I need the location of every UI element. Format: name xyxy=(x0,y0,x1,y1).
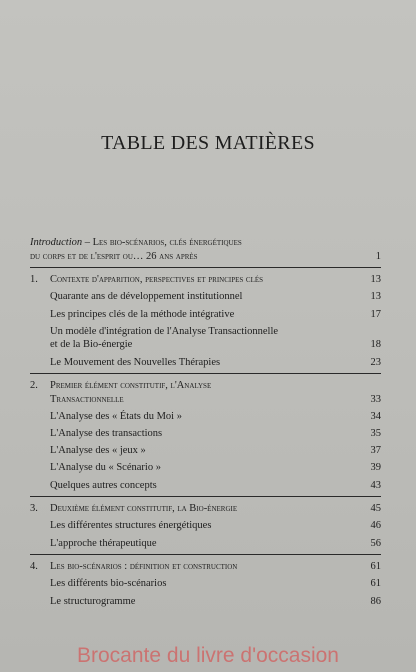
entry-title: Quelques autres concepts xyxy=(50,479,157,491)
chapter-number: 4. xyxy=(30,561,38,573)
entry-title: Le Mouvement des Nouvelles Thérapies xyxy=(50,356,221,368)
chapter-page: 13 xyxy=(370,274,381,286)
entry-title: Les différents bio-scénarios xyxy=(50,578,167,590)
toc-chapter xyxy=(30,379,381,492)
chapter-title: Premier élément constitutif, l'Analyse Transactionnelle xyxy=(50,380,212,405)
chapter-page: 45 xyxy=(370,503,381,515)
chapter-title: Les bio-scénarios : définition et construction xyxy=(50,561,238,573)
entry-title: Quarante ans de développement institutionnel xyxy=(50,291,243,303)
table-of-contents xyxy=(30,236,381,608)
toc-chapter xyxy=(30,560,381,608)
chapter-heading xyxy=(30,379,381,406)
toc-entry xyxy=(50,427,381,441)
intro-label: Introduction xyxy=(30,237,83,248)
chapter-heading xyxy=(30,502,381,516)
entry-page: 43 xyxy=(370,479,381,491)
toc-entry xyxy=(50,308,381,322)
chapter-divider xyxy=(30,496,381,497)
entry-title-line2: et de la Bio-énergie xyxy=(50,339,133,351)
toc-chapter xyxy=(30,502,381,550)
page-title: TABLE DES MATIÈRES xyxy=(101,132,315,154)
toc-entry xyxy=(50,325,381,352)
entry-page: 34 xyxy=(370,410,381,422)
entry-page: 37 xyxy=(370,445,381,457)
toc-entry xyxy=(50,461,381,475)
entry-page: 46 xyxy=(370,520,381,532)
toc-entry xyxy=(50,444,381,458)
entry-page: 56 xyxy=(370,537,381,549)
intro-title-line1: Les bio-scénarios, clés énergétiques xyxy=(92,237,242,248)
chapter-list xyxy=(30,267,381,608)
entry-page: 61 xyxy=(370,578,381,590)
entry-title: Un modèle d'intégration de l'Analyse Transactionnelle xyxy=(50,325,279,337)
section-list xyxy=(50,290,381,369)
section-list xyxy=(50,519,381,550)
toc-entry xyxy=(50,519,381,533)
entry-page: 18 xyxy=(370,339,381,351)
chapter-heading xyxy=(30,560,381,574)
toc-entry xyxy=(50,577,381,591)
entry-title: Le structurogramme xyxy=(50,595,136,607)
entry-page: 39 xyxy=(370,462,381,474)
toc-intro: Introduction – Les bio-scénarios, clés énergétiques du corps et de l'esprit ou… 26 ans après 1 xyxy=(30,237,381,262)
intro-title-line2: du corps et de l'esprit ou… 26 ans après xyxy=(30,250,198,262)
entry-page: 86 xyxy=(370,595,381,607)
entry-title: L'approche thérapeutique xyxy=(50,537,157,549)
watermark: Brocante du livre d'occasion xyxy=(77,644,339,667)
entry-page: 35 xyxy=(370,428,381,440)
chapter-number: 1. xyxy=(30,274,38,286)
entry-page: 23 xyxy=(370,356,381,368)
section-list xyxy=(50,577,381,608)
chapter-divider xyxy=(30,267,381,268)
toc-entry xyxy=(50,356,381,370)
entry-title: Les différentes structures énergétiques xyxy=(50,520,212,532)
entry-title: L'Analyse des « jeux » xyxy=(50,445,146,457)
toc-entry xyxy=(50,479,381,493)
entry-page: 13 xyxy=(370,291,381,303)
entry-page: 17 xyxy=(370,308,381,320)
entry-title: L'Analyse des transactions xyxy=(50,428,163,440)
toc-entry xyxy=(50,290,381,304)
toc-entry xyxy=(50,595,381,609)
toc-entry xyxy=(50,410,381,424)
entry-title: Les principes clés de la méthode intégrative xyxy=(50,308,235,320)
chapter-divider xyxy=(30,373,381,374)
chapter-title: Contexte d'apparition, perspectives et principes clés xyxy=(50,274,264,286)
chapter-title: Deuxième élément constitutif, la Bio-énergie xyxy=(50,503,238,515)
chapter-page: 61 xyxy=(370,561,381,573)
chapter-divider xyxy=(30,554,381,555)
toc-chapter xyxy=(30,273,381,369)
chapter-number: 2. xyxy=(30,380,38,392)
intro-page: 1 xyxy=(375,250,381,262)
section-list xyxy=(50,410,381,492)
chapter-page: 33 xyxy=(370,393,381,405)
chapter-number: 3. xyxy=(30,503,38,515)
entry-title: L'Analyse des « États du Moi » xyxy=(50,410,182,422)
toc-entry xyxy=(50,537,381,551)
chapter-heading xyxy=(30,273,381,287)
entry-title: L'Analyse du « Scénario » xyxy=(50,462,161,474)
